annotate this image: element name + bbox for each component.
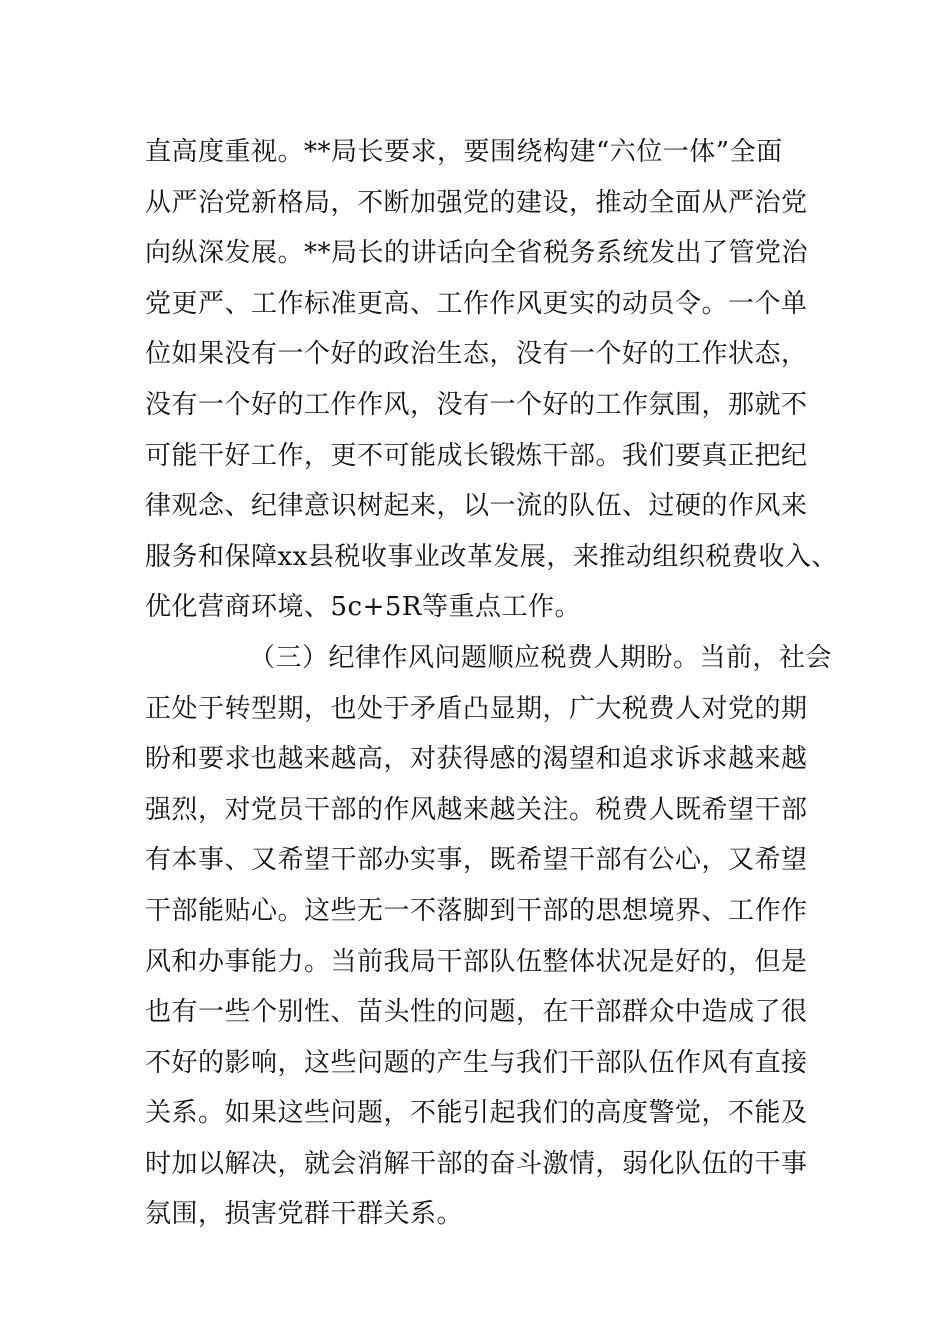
text-line: 干部能贴心。这些无一不落脚到干部的思想境界、工作作 bbox=[145, 895, 808, 926]
text-line: 不好的影响，这些问题的产生与我们干部队伍作风有直接 bbox=[145, 1047, 808, 1078]
text-line: 位如果没有一个好的政治生态，没有一个好的工作状态， bbox=[145, 339, 808, 370]
document-body bbox=[145, 127, 845, 1240]
text-line: 直高度重视。**局长要求，要围绕构建“六位一体”全面 bbox=[145, 137, 783, 167]
text-line: 有本事、又希望干部办实事，既希望干部有公心，又希望 bbox=[145, 845, 808, 876]
text-line: 党更严、工作标准更高、工作作风更实的动员令。一个单 bbox=[145, 288, 808, 319]
text-line: 从严治党新格局，不断加强党的建设，推动全面从严治党 bbox=[145, 187, 808, 218]
text-line: 优化营商环境、5c+5R等重点工作。 bbox=[145, 592, 582, 623]
text-line: 强烈，对党员干部的作风越来越关注。税费人既希望干部 bbox=[145, 794, 808, 825]
text-line: 服务和保障xx县税收事业改革发展，来推动组织税费收入、 bbox=[145, 541, 838, 572]
text-line: 时加以解决，就会消解干部的奋斗激情，弱化队伍的干事 bbox=[145, 1148, 808, 1179]
text-line: 可能干好工作，更不可能成长锻炼干部。我们要真正把纪 bbox=[145, 440, 808, 471]
text-line: 氛围，损害党群干群关系。 bbox=[145, 1199, 464, 1230]
text-line: 盼和要求也越来越高，对获得感的渴望和追求诉求越来越 bbox=[145, 744, 808, 775]
text-line: 风和办事能力。当前我局干部队伍整体状况是好的，但是 bbox=[145, 946, 808, 977]
text-line: 向纵深发展。**局长的讲话向全省税务系统发出了管党治 bbox=[145, 238, 809, 269]
section-heading-line: （三）纪律作风问题顺应税费人期盼。当前，社会 bbox=[249, 642, 833, 673]
text-line: 没有一个好的工作作风，没有一个好的工作氛围，那就不 bbox=[145, 389, 808, 420]
text-line: 正处于转型期，也处于矛盾凸显期，广大税费人对党的期 bbox=[145, 693, 808, 724]
text-line: 关系。如果这些问题，不能引起我们的高度警觉，不能及 bbox=[145, 1098, 808, 1129]
text-line: 律观念、纪律意识树起来，以一流的队伍、过硬的作风来 bbox=[145, 491, 808, 522]
text-line: 也有一些个别性、苗头性的问题，在干部群众中造成了很 bbox=[145, 997, 808, 1028]
